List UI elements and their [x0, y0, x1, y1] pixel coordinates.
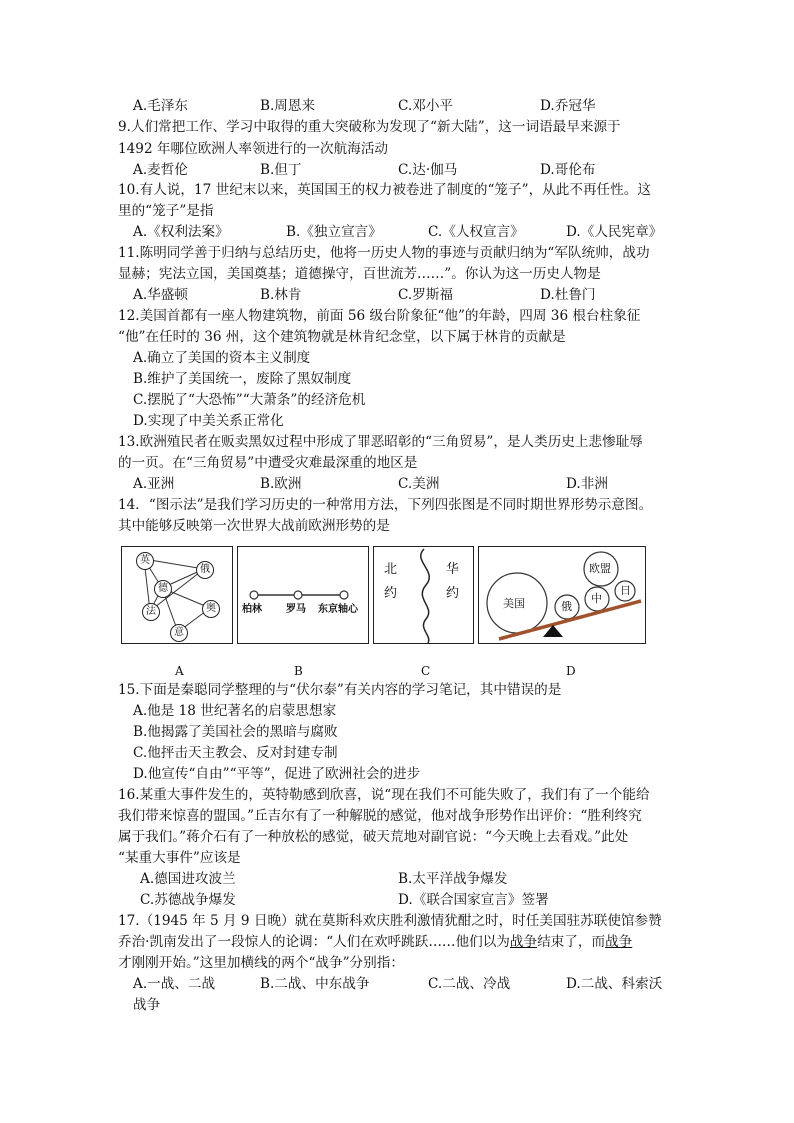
q13-option-c[interactable]: C.美洲: [398, 476, 440, 492]
q17-option-a[interactable]: A.一战、二战: [133, 976, 216, 992]
q16-stem-line4: “某重大事件”应该是: [118, 850, 241, 866]
q12-stem-line1: 12.美国首都有一座人物建筑物，前面 56 级台阶象征“他”的年龄，四周 36 根台柱象征: [118, 308, 641, 324]
q8-option-b[interactable]: B.周恩来: [260, 98, 316, 114]
q10-option-a[interactable]: A.《权利法案》: [133, 224, 229, 240]
q16-stem-line1: 16.某重大事件发生的，英特勒感到欣喜，说“现在我们不可能失败了，我们有了一个能给: [118, 787, 650, 803]
q10-stem-line2: 里的“笼子”是指: [118, 203, 214, 219]
warsaw-char1: 华: [446, 562, 460, 577]
q17-stem-line1: 17.（1945 年 5 月 9 日晚）就在莫斯科欢庆胜利激情犹酣之时，时任美国驻苏联使馆参赞: [118, 913, 662, 929]
q11-option-b[interactable]: B.林肯: [260, 287, 302, 303]
q12-stem-line2: “他”在任时的 36 州，这个建筑物就是林肯纪念堂，以下属于林肯的贡献是: [118, 329, 566, 345]
q17-option-d[interactable]: D.二战、科索沃: [566, 976, 663, 992]
label-russia: 俄: [561, 600, 572, 613]
q11-stem-line1: 11.陈明同学善于归纳与总结历史，他将一历史人物的事迹与贡献归纳为“军队统帅，战功: [118, 245, 650, 261]
q10-option-d[interactable]: D.《人民宪章》: [566, 224, 663, 240]
figure-label-a[interactable]: A: [175, 664, 184, 678]
q15-stem: 15.下面是秦聪同学整理的与“伏尔泰”有关内容的学习笔记，其中错误的是: [118, 682, 562, 698]
figure-d-multipolar[interactable]: [478, 546, 646, 644]
q17-stem-line2-part2: 结束了，而: [537, 934, 606, 950]
node-britain: 英: [136, 552, 154, 570]
q11-option-c[interactable]: C.罗斯福: [398, 287, 454, 303]
q16-option-a[interactable]: A.德国进攻波兰: [140, 871, 236, 887]
q13-option-b[interactable]: B.欧洲: [260, 476, 302, 492]
q16-option-c[interactable]: C.苏德战争爆发: [140, 892, 236, 908]
figure-c-cold-war[interactable]: [373, 546, 474, 644]
q8-option-a[interactable]: A.毛泽东: [133, 98, 188, 114]
label-eu: 欧盟: [589, 562, 611, 575]
q8-option-d[interactable]: D.乔冠华: [540, 98, 596, 114]
figure-label-b[interactable]: B: [294, 664, 303, 678]
q11-option-d[interactable]: D.杜鲁门: [540, 287, 596, 303]
q14-stem-line2: 其中能够反映第一次世界大战前欧洲形势的是: [118, 518, 390, 534]
node-germany: 德: [154, 580, 172, 598]
q15-option-c[interactable]: C.他抨击天主教会、反对封建专制: [133, 745, 338, 761]
q16-option-d[interactable]: D.《联合国家宣言》签署: [398, 892, 549, 908]
q17-stem-line2-part1: 乔治·凯南发出了一段惊人的论调：“人们在欢呼跳跃……他们以为: [118, 934, 510, 950]
q14-stem-line1: 14．“图示法”是我们学习历史的一种常用方法，下列四张图是不同时期世界形势示意图。: [118, 497, 653, 513]
q8-option-c[interactable]: C.邓小平: [398, 98, 454, 114]
q12-option-c[interactable]: C.摆脱了“大恐怖”“大萧条”的经济危机: [133, 392, 366, 408]
figure-a-alliance-network[interactable]: [121, 546, 233, 644]
q9-option-a[interactable]: A.麦哲伦: [133, 162, 188, 178]
q17-stem-line2: [118, 932, 632, 952]
q11-option-a[interactable]: A.华盛顿: [133, 287, 188, 303]
q12-option-a[interactable]: A.确立了美国的资本主义制度: [133, 350, 311, 366]
q13-stem-line1: 13.欧洲殖民者在贩卖黑奴过程中形成了罪恶昭彰的“三角贸易”，是人类历史上悲惨耻辱: [118, 434, 643, 450]
q9-option-c[interactable]: C.达·伽马: [398, 162, 458, 178]
q10-option-c[interactable]: C.《人权宣言》: [428, 224, 524, 240]
node-italy: 意: [170, 624, 188, 642]
figure-label-c[interactable]: C: [421, 664, 431, 678]
q11-stem-line2: 显赫；宪法立国，美国奠基；道德操守，百世流芳……”。你认为这一历史人物是: [118, 266, 601, 282]
q9-stem-line1: 9.人们常把工作、学习中取得的重大突破称为发现了“新大陆”，这一词语最早来源于: [118, 119, 621, 135]
figure-label-d[interactable]: D: [566, 664, 576, 678]
nato-char1: 北: [384, 562, 398, 577]
q13-option-d[interactable]: D.非洲: [566, 476, 608, 492]
q9-option-b[interactable]: B.但丁: [260, 162, 302, 178]
label-usa: 美国: [503, 597, 525, 610]
q17-stem-line3: 才刚刚开始。”这里加横线的两个“战争”分别指：: [118, 955, 404, 971]
q16-stem-line3: 属于我们。”蒋介石有了一种放松的感觉，破天荒地对副官说：“今天晚上去看戏。”此处: [118, 829, 629, 845]
node-tokyo-axis: 东京轴心: [318, 604, 358, 615]
q9-stem-line2: 1492 年哪位欧洲人率领进行的一次航海活动: [118, 141, 389, 157]
node-russia: 俄: [196, 561, 214, 579]
node-rome: 罗马: [286, 604, 306, 615]
q17-underlined-war-1: 战争: [509, 934, 538, 950]
q13-stem-line2: 的一页。在“三角贸易”中遭受灾难最深重的地区是: [118, 455, 418, 471]
label-china: 中: [591, 592, 602, 605]
q15-option-a[interactable]: A.他是 18 世纪著名的启蒙思想家: [133, 703, 337, 719]
q17-option-c[interactable]: C.二战、冷战: [428, 976, 511, 992]
q15-option-b[interactable]: B.他揭露了美国社会的黑暗与腐败: [133, 724, 338, 740]
q10-stem-line1: 10.有人说，17 世纪末以来，英国国王的权力被卷进了制度的“笼子”，从此不再任性。这: [118, 182, 651, 198]
q15-option-d[interactable]: D.他宣传“自由”“平等”，促进了欧洲社会的进步: [133, 766, 421, 782]
node-france: 法: [142, 603, 160, 621]
q13-option-a[interactable]: A.亚洲: [133, 476, 175, 492]
nato-char2: 约: [384, 586, 398, 601]
q9-option-d[interactable]: D.哥伦布: [540, 162, 596, 178]
node-austria: 奥: [202, 600, 220, 618]
figure-b-axis[interactable]: [237, 546, 369, 644]
q12-option-b[interactable]: B.维护了美国统一，废除了黑奴制度: [133, 371, 352, 387]
q16-stem-line2: 我们带来惊喜的盟国。”丘吉尔有了一种解脱的感觉，他对战争形势作出评价：“胜利终究: [118, 808, 642, 824]
q10-option-b[interactable]: B.《独立宣言》: [286, 224, 382, 240]
q17-underlined-war-2: 战争: [605, 934, 633, 950]
q17-option-b[interactable]: B.二战、中东战争: [260, 976, 370, 992]
q16-option-b[interactable]: B.太平洋战争爆发: [398, 871, 508, 887]
figure-b-line: [238, 547, 368, 643]
q12-option-d[interactable]: D.实现了中美关系正常化: [133, 413, 284, 429]
label-japan: 日: [620, 584, 631, 597]
warsaw-char2: 约: [446, 586, 460, 601]
q17-option-d-tail: 战争: [133, 997, 161, 1013]
node-berlin: 柏林: [242, 604, 262, 615]
